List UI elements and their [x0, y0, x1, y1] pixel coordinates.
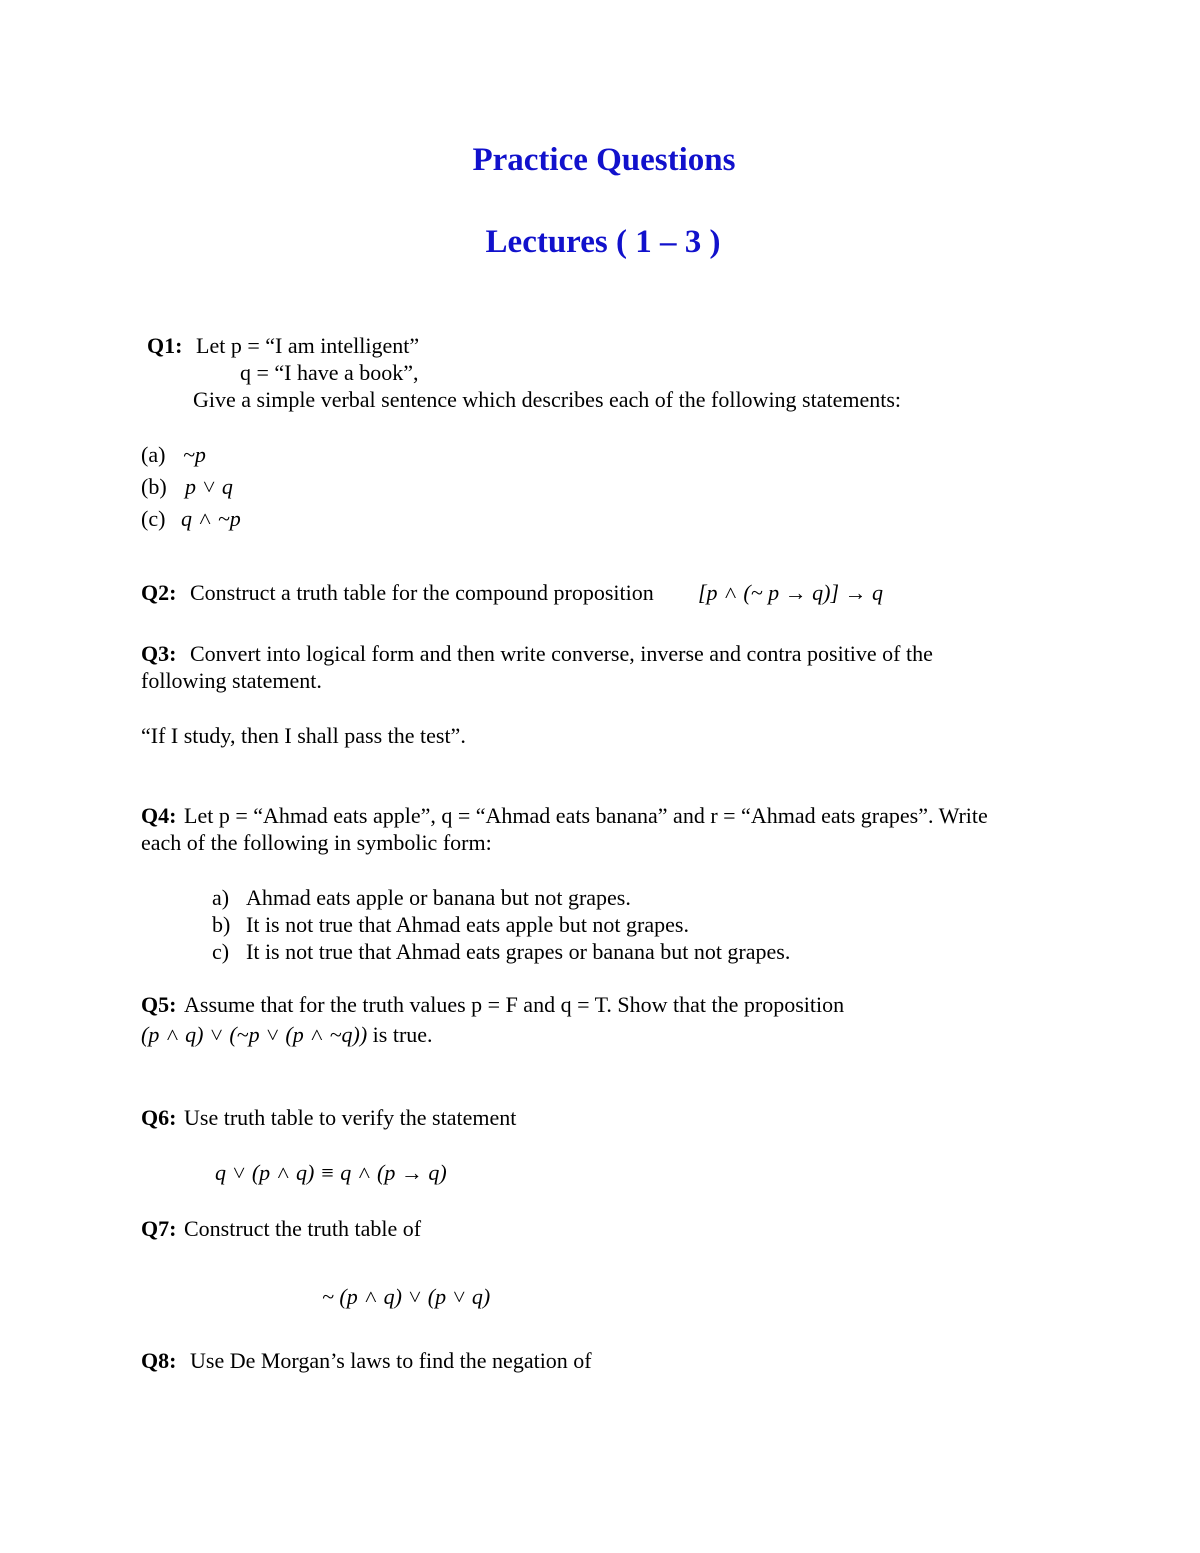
q1-item-a-expr: ~p: [183, 442, 206, 467]
q1-item-b-label: (b): [141, 474, 167, 499]
q4-item-c-label: c): [212, 939, 230, 964]
q4-line-1: Let p = “Ahmad eats apple”, q = “Ahmad eats banana” and r = “Ahmad eats grapes”. Write: [184, 803, 988, 828]
q1-item-b-expr: p ˅ q: [185, 474, 233, 499]
q1-line-1: Let p = “I am intelligent”: [196, 333, 420, 358]
q5-line-1: Assume that for the truth values p = F and q = T. Show that the proposition: [184, 992, 845, 1017]
q1-line-2: q = “I have a book”,: [240, 360, 419, 385]
q6-label: Q6:: [141, 1105, 177, 1130]
q1-item-a-label: (a): [141, 442, 166, 467]
q1-item-c-label: (c): [141, 506, 166, 531]
q7-expression: ~ (p ˄ q) ˅ (p ˅ q): [322, 1284, 491, 1309]
q1-line-3: Give a simple verbal sentence which describes each of the following statements:: [193, 387, 902, 412]
q4-item-c-text: It is not true that Ahmad eats grapes or banana but not grapes.: [246, 939, 791, 964]
q5-label: Q5:: [141, 992, 177, 1017]
q7-text: Construct the truth table of: [184, 1216, 422, 1241]
q4-item-b-text: It is not true that Ahmad eats apple but not grapes.: [246, 912, 689, 937]
q2-expression: [p ˄ (~ p → q)] → q: [698, 580, 884, 605]
q4-item-b-label: b): [212, 912, 231, 937]
q4-item-a-text: Ahmad eats apple or banana but not grapes.: [246, 885, 631, 910]
q3-quote: “If I study, then I shall pass the test”.: [141, 723, 466, 748]
q3-line-2: following statement.: [141, 668, 322, 693]
page-title: Practice Questions: [472, 142, 736, 178]
q8-label: Q8:: [141, 1348, 177, 1373]
q2-text: Construct a truth table for the compound proposition: [190, 580, 654, 605]
q5-line-2: [141, 1022, 433, 1048]
q4-item-a-label: a): [212, 885, 230, 910]
q5-expression: (p ˄ q) ˅ (~p ˅ (p ˄ ~q)): [141, 1022, 368, 1047]
q7-label: Q7:: [141, 1216, 177, 1241]
q4-label: Q4:: [141, 803, 177, 828]
q8-text: Use De Morgan’s laws to find the negation of: [190, 1348, 592, 1373]
q6-expression: q ˅ (p ˄ q) ≡ q ˄ (p → q): [215, 1160, 447, 1185]
page-subtitle: Lectures ( 1 – 3 ): [485, 224, 721, 260]
q5-tail: is true.: [367, 1022, 433, 1047]
q3-line-1: Convert into logical form and then write converse, inverse and contra positive of the: [190, 641, 933, 666]
q4-line-2: each of the following in symbolic form:: [141, 830, 492, 855]
q1-label: Q1:: [147, 333, 183, 358]
q2-label: Q2:: [141, 580, 177, 605]
q1-item-c-expr: q ˄ ~p: [181, 506, 241, 531]
q3-label: Q3:: [141, 641, 177, 666]
q6-text: Use truth table to verify the statement: [184, 1105, 517, 1130]
